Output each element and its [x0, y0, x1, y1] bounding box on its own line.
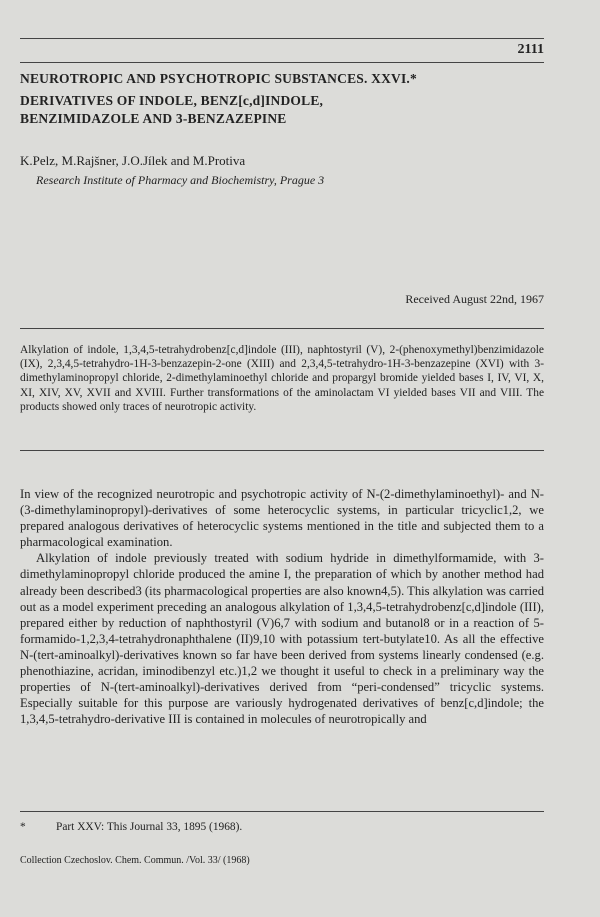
abstract-bottom-rule	[20, 450, 544, 451]
abstract-top-rule	[20, 328, 544, 329]
body-paragraph-2: Alkylation of indole previously treated with sodium hydride in dimethylformamide, with 3-dimethylaminopropyl chloride produced the amine I, the preparation of which by another method had already been described3 (its pharmacological properties are also known4,5). This alkylation was carried out as a model experiment preceding an analogous alkylation of 1,3,4,5-tetrahydrobenz[c,d]indole (III), prepared either by reduction of naphthostyril (V)6,7 with sodium and butanol8 or in a reaction of 5-formamido-1,2,3,4-tetrahydronaphthalene (II)9,10 with potassium tert-butylate10. As all the effective N-(tert-aminoalkyl)-derivatives known so far have been derived from systems linearly condensed (e.g. phenothiazine, acridan, iminodibenzyl etc.)1,2 we thought it useful to check in a preliminary way the properties of N-(tert-aminoalkyl)-derivatives derived from “peri-condensed” tricyclic systems. Especially suitable for this purpose are variously hydrogenated derivatives of benz[c,d]indole; the 1,3,4,5-tetrahydro-derivative III is contained in molecules of neurotropically and	[20, 551, 544, 727]
footnote-marker: *	[20, 821, 26, 833]
authors: K.Pelz, M.Rajšner, J.O.Jílek and M.Protiva	[20, 153, 246, 168]
title-line-2: DERIVATIVES OF INDOLE, BENZ[c,d]INDOLE,	[20, 93, 324, 108]
footnote-text: Part XXV: This Journal 33, 1895 (1968).	[56, 821, 243, 833]
footnote-rule	[20, 811, 544, 812]
abstract: Alkylation of indole, 1,3,4,5-tetrahydrobenz[c,d]indole (III), naphtostyril (V), 2-(phenoxymethyl)benzimidazole (IX), 2,3,4,5-tetrahydro-1H-3-benzazepin-2-one (XIII) and 2,3,4,5-tetrahydro-1H-3-benzazepine (XVI) with 3-dimethylaminopropyl chloride, 2-dimethylaminoethyl chloride and propargyl bromide yielded bases I, IV, VI, X, XI, XIV, XV, XVII and XVIII. Further transformations of the aminolactam VI yielded bases VII and VIII. The products showed only traces of neurotropic activity.	[20, 344, 544, 413]
top-rule	[20, 38, 544, 39]
title-line-3: BENZIMIDAZOLE AND 3-BENZAZEPINE	[20, 111, 287, 126]
page-number: 2111	[517, 42, 544, 57]
body-text	[20, 486, 544, 727]
header-rule	[20, 62, 544, 63]
journal-reference: Collection Czechoslov. Chem. Commun. /Vol. 33/ (1968)	[20, 855, 250, 866]
affiliation: Research Institute of Pharmacy and Biochemistry, Prague 3	[36, 173, 325, 187]
title-line-1: NEUROTROPIC AND PSYCHOTROPIC SUBSTANCES. XXVI.*	[20, 71, 417, 86]
received-date: Received August 22nd, 1967	[405, 292, 544, 306]
article-title	[20, 70, 540, 128]
body-paragraph-1: In view of the recognized neurotropic and psychotropic activity of N-(2-dimethylaminoethyl)- and N-(3-dimethylaminopropyl)-derivatives of some heterocyclic systems, in particular tricyclic1,2, we prepared analogous derivatives of heterocyclic systems mentioned in the title and subjected them to a pharmacological examination.	[20, 487, 544, 550]
footnote	[20, 821, 242, 833]
